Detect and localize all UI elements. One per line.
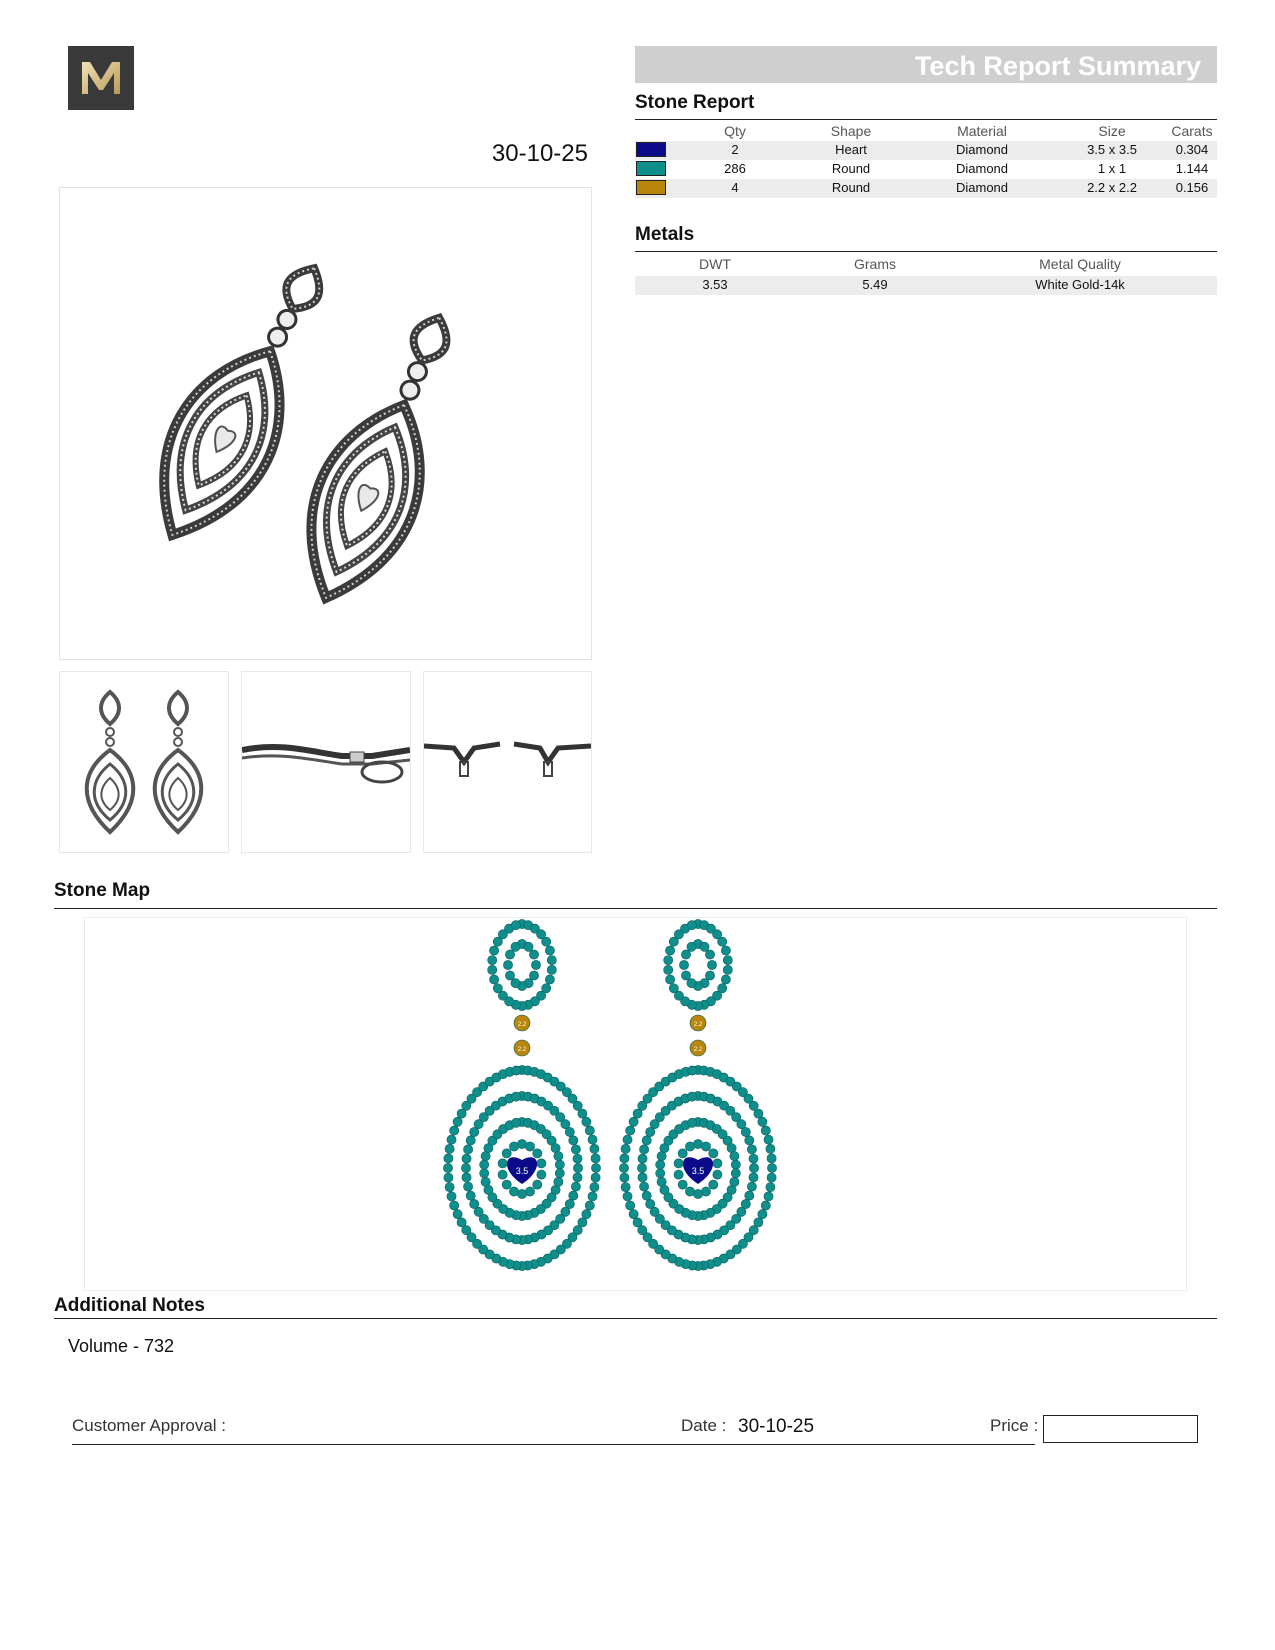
- stone-teal: [687, 942, 696, 951]
- stone-teal: [657, 1177, 666, 1186]
- stone-teal: [547, 965, 556, 974]
- stone-teal: [529, 950, 538, 959]
- color-swatch: [636, 161, 666, 176]
- stone-teal: [525, 1142, 534, 1151]
- stone-teal: [633, 1218, 642, 1227]
- stone-teal: [585, 1201, 594, 1210]
- stone-teal: [573, 1163, 582, 1172]
- stone-teal: [511, 942, 520, 951]
- metals-table-header: [635, 255, 1217, 274]
- stone-teal: [709, 1180, 718, 1189]
- stone-teal: [620, 1154, 629, 1163]
- stone-teal: [745, 1136, 754, 1145]
- stone-teal: [621, 1144, 630, 1153]
- report-title-bar: Tech Report Summary: [635, 46, 1217, 83]
- stone-teal: [674, 1170, 683, 1179]
- stone-teal: [470, 1199, 479, 1208]
- stone-teal: [619, 1163, 628, 1172]
- stone-size-label: 2.2: [693, 1047, 703, 1053]
- stone-teal: [713, 1159, 722, 1168]
- stone-material: Diamond: [955, 142, 1009, 157]
- stone-map-title: Stone Map: [54, 880, 151, 901]
- stone-teal: [503, 960, 512, 969]
- stone-teal: [709, 1149, 718, 1158]
- stone-teal: [573, 1154, 582, 1163]
- column-header: Size: [1098, 123, 1126, 139]
- earrings-side-view-image: [242, 672, 410, 852]
- stone-teal: [629, 1210, 638, 1219]
- stone-teal: [767, 1173, 776, 1182]
- stone-teal: [685, 1187, 694, 1196]
- stone-teal: [764, 1192, 773, 1201]
- stone-shape: Round: [831, 161, 871, 176]
- stone-row: [635, 141, 1217, 160]
- stone-teal: [488, 956, 497, 965]
- stone-teal: [529, 971, 538, 980]
- stone-teal: [547, 956, 556, 965]
- stone-teal: [509, 1142, 518, 1151]
- stone-teal: [705, 971, 714, 980]
- stone-teal: [462, 1154, 471, 1163]
- color-swatch: [636, 142, 666, 157]
- stone-teal: [638, 1173, 647, 1182]
- stone-teal: [666, 975, 675, 984]
- stone-teal: [701, 1142, 710, 1151]
- stone-teal: [464, 1182, 473, 1191]
- stone-teal: [445, 1183, 454, 1192]
- stone-teal: [626, 1201, 635, 1210]
- stone-teal: [565, 1127, 574, 1136]
- stone-teal: [524, 942, 533, 951]
- stone-map-diagram: [84, 917, 1187, 1291]
- stone-teal: [512, 1066, 521, 1075]
- stone-teal: [705, 950, 714, 959]
- stone-teal: [457, 1218, 466, 1227]
- price-label: Price :: [990, 1416, 1039, 1435]
- stone-teal: [537, 1170, 546, 1179]
- stone-teal: [767, 1163, 776, 1172]
- stone-teal: [462, 1173, 471, 1182]
- column-header: DWT: [699, 256, 731, 272]
- stone-teal: [766, 1183, 775, 1192]
- column-header: Shape: [830, 123, 872, 139]
- column-header: Metal Quality: [1039, 256, 1121, 272]
- stone-material: Diamond: [955, 161, 1009, 176]
- stone-teal: [723, 965, 732, 974]
- stone-teal: [490, 975, 499, 984]
- stone-teal: [591, 1154, 600, 1163]
- stone-teal: [749, 1173, 758, 1182]
- stone-teal: [758, 1210, 767, 1219]
- stone-row: [635, 179, 1217, 198]
- stone-table-header: [635, 122, 1217, 141]
- stone-teal: [545, 946, 554, 955]
- column-header: Material: [957, 123, 1007, 139]
- stone-teal: [687, 1092, 696, 1101]
- stone-teal: [542, 937, 551, 946]
- stone-teal: [640, 1145, 649, 1154]
- stone-teal: [723, 956, 732, 965]
- stone-teal: [588, 1192, 597, 1201]
- stone-teal: [488, 965, 497, 974]
- stone-teal: [590, 1144, 599, 1153]
- stone-teal: [629, 1117, 638, 1126]
- stone-teal: [533, 1149, 542, 1158]
- price-input-box[interactable]: [1043, 1415, 1198, 1443]
- stone-teal: [505, 971, 514, 980]
- stone-teal: [461, 1163, 470, 1172]
- stone-teal: [545, 975, 554, 984]
- stone-size-label: 3.5: [515, 1166, 529, 1176]
- stone-teal: [669, 984, 678, 993]
- volume-note: Volume - 732: [68, 1336, 175, 1356]
- stone-teal: [591, 1163, 600, 1172]
- stone-teal: [741, 1127, 750, 1136]
- stone-teal: [687, 921, 696, 930]
- stone-teal: [498, 1170, 507, 1179]
- additional-notes-title: Additional Notes: [54, 1295, 205, 1316]
- stone-teal: [505, 950, 514, 959]
- stone-teal: [447, 1135, 456, 1144]
- stone-teal: [749, 1154, 758, 1163]
- stone-teal: [445, 1144, 454, 1153]
- stone-teal: [453, 1117, 462, 1126]
- stone-teal: [747, 1182, 756, 1191]
- stone-teal: [656, 1169, 665, 1178]
- stone-teal: [490, 946, 499, 955]
- stone-teal: [681, 971, 690, 980]
- stone-teal: [481, 1177, 490, 1186]
- stone-carats: 0.304: [1175, 142, 1209, 157]
- stone-size-label: 3.5: [691, 1166, 705, 1176]
- earrings-render-image: [60, 188, 591, 659]
- stone-teal: [588, 1135, 597, 1144]
- earring-render-main: [59, 187, 592, 660]
- stone-teal: [721, 946, 730, 955]
- stone-teal: [754, 1109, 763, 1118]
- stone-teal: [688, 1066, 697, 1075]
- stone-teal: [511, 1092, 520, 1101]
- stone-report-title: Stone Report: [635, 92, 755, 113]
- stone-teal: [700, 942, 709, 951]
- stone-teal: [642, 1191, 651, 1200]
- customer-approval-label: Customer Approval :: [72, 1416, 227, 1435]
- divider: [635, 251, 1217, 252]
- stone-teal: [745, 1191, 754, 1200]
- company-logo: [68, 46, 134, 110]
- earrings-top-view-image: [424, 672, 591, 852]
- stone-teal: [555, 1160, 564, 1169]
- stone-teal: [502, 1180, 511, 1189]
- stone-teal: [688, 1118, 697, 1127]
- stone-teal: [626, 1126, 635, 1135]
- stone-teal: [582, 1117, 591, 1126]
- stone-size-label: 2.2: [517, 1022, 527, 1028]
- stone-teal: [687, 979, 696, 988]
- column-header: Qty: [724, 123, 746, 139]
- earring-thumbnail-top: [423, 671, 592, 853]
- stone-teal: [678, 1180, 687, 1189]
- metal-dwt: 3.53: [702, 277, 728, 292]
- stone-teal: [638, 1154, 647, 1163]
- stone-teal: [731, 1169, 740, 1178]
- column-header: Carats: [1171, 123, 1213, 139]
- stone-teal: [674, 1159, 683, 1168]
- stone-teal: [620, 1173, 629, 1182]
- stone-teal: [466, 1191, 475, 1200]
- stone-teal: [678, 1149, 687, 1158]
- approval-date-value: 30-10-25: [738, 1416, 815, 1437]
- stone-size-label: 2.2: [517, 1047, 527, 1053]
- stone-teal: [664, 965, 673, 974]
- metal-quality: White Gold-14k: [1035, 277, 1125, 292]
- divider: [54, 908, 1217, 909]
- stone-teal: [444, 1173, 453, 1182]
- stone-teal: [621, 1183, 630, 1192]
- stone-teal: [512, 1118, 521, 1127]
- stone-teal: [642, 1136, 651, 1145]
- stone-teal: [466, 1136, 475, 1145]
- stone-teal: [731, 1160, 740, 1169]
- signature-line: [72, 1444, 1035, 1445]
- stone-teal: [480, 1169, 489, 1178]
- stone-teal: [502, 1149, 511, 1158]
- stone-teal: [569, 1191, 578, 1200]
- stone-teal: [450, 1201, 459, 1210]
- stone-teal: [664, 956, 673, 965]
- stone-teal: [713, 1170, 722, 1179]
- stone-teal: [758, 1117, 767, 1126]
- stone-teal: [656, 1160, 665, 1169]
- stone-size: 2.2 x 2.2: [1087, 180, 1137, 195]
- report-date: 30-10-25: [491, 140, 588, 167]
- stone-teal: [747, 1145, 756, 1154]
- stone-teal: [761, 1126, 770, 1135]
- stone-teal: [464, 1145, 473, 1154]
- stone-teal: [767, 1154, 776, 1163]
- stone-teal: [749, 1163, 758, 1172]
- stone-teal: [498, 1159, 507, 1168]
- stone-teal: [578, 1109, 587, 1118]
- stone-teal: [640, 1182, 649, 1191]
- stone-map-svg: [85, 918, 1186, 1290]
- stone-size: 3.5 x 3.5: [1087, 142, 1137, 157]
- approval-date-label: Date :: [681, 1416, 727, 1435]
- stone-teal: [623, 1135, 632, 1144]
- metals-title: Metals: [635, 224, 695, 245]
- earring-thumbnail-side: [241, 671, 411, 853]
- stone-teal: [444, 1154, 453, 1163]
- stone-teal: [591, 1173, 600, 1182]
- logo-m-icon: [68, 46, 134, 110]
- stone-teal: [443, 1163, 452, 1172]
- stone-shape: Round: [831, 180, 871, 195]
- stone-teal: [646, 1199, 655, 1208]
- stone-teal: [637, 1163, 646, 1172]
- stone-teal: [718, 937, 727, 946]
- stone-qty: 4: [731, 180, 739, 195]
- stone-teal: [707, 960, 716, 969]
- stone-teal: [585, 1126, 594, 1135]
- stone-teal: [582, 1210, 591, 1219]
- stone-teal: [511, 979, 520, 988]
- stone-teal: [679, 960, 688, 969]
- stone-teal: [569, 1136, 578, 1145]
- stone-teal: [590, 1183, 599, 1192]
- stone-teal: [533, 1180, 542, 1189]
- stone-teal: [493, 984, 502, 993]
- stone-teal: [555, 1169, 564, 1178]
- stone-teal: [681, 950, 690, 959]
- stone-teal: [573, 1173, 582, 1182]
- stone-teal: [531, 960, 540, 969]
- stone-teal: [571, 1145, 580, 1154]
- stone-qty: 286: [724, 161, 746, 176]
- stone-qty: 2: [731, 142, 739, 157]
- stone-teal: [480, 1160, 489, 1169]
- divider: [54, 1318, 1217, 1319]
- earring-thumbnail-front: [59, 671, 229, 853]
- stone-carats: 0.156: [1175, 180, 1209, 195]
- metals-row: [635, 276, 1217, 295]
- stone-teal: [730, 1152, 739, 1161]
- stone-teal: [666, 946, 675, 955]
- stone-teal: [537, 1159, 546, 1168]
- stone-teal: [509, 1187, 518, 1196]
- stone-size-label: 2.2: [693, 1022, 703, 1028]
- stone-size: 1 x 1: [1097, 161, 1127, 176]
- stone-teal: [623, 1192, 632, 1201]
- stone-row: [635, 160, 1217, 179]
- stone-material: Diamond: [955, 180, 1009, 195]
- stone-carats: 1.144: [1175, 161, 1209, 176]
- column-header: Grams: [854, 256, 896, 272]
- stone-teal: [511, 921, 520, 930]
- stone-teal: [721, 975, 730, 984]
- stone-teal: [764, 1135, 773, 1144]
- stone-teal: [766, 1144, 775, 1153]
- stone-teal: [554, 1152, 563, 1161]
- stone-shape: Heart: [835, 142, 867, 157]
- stone-teal: [685, 1142, 694, 1151]
- stone-teal: [571, 1182, 580, 1191]
- stone-teal: [453, 1210, 462, 1219]
- color-swatch: [636, 180, 666, 195]
- stone-teal: [761, 1201, 770, 1210]
- stone-teal: [450, 1126, 459, 1135]
- metal-grams: 5.49: [862, 277, 888, 292]
- divider: [635, 119, 1217, 120]
- earrings-front-view-image: [60, 672, 228, 852]
- stone-teal: [447, 1192, 456, 1201]
